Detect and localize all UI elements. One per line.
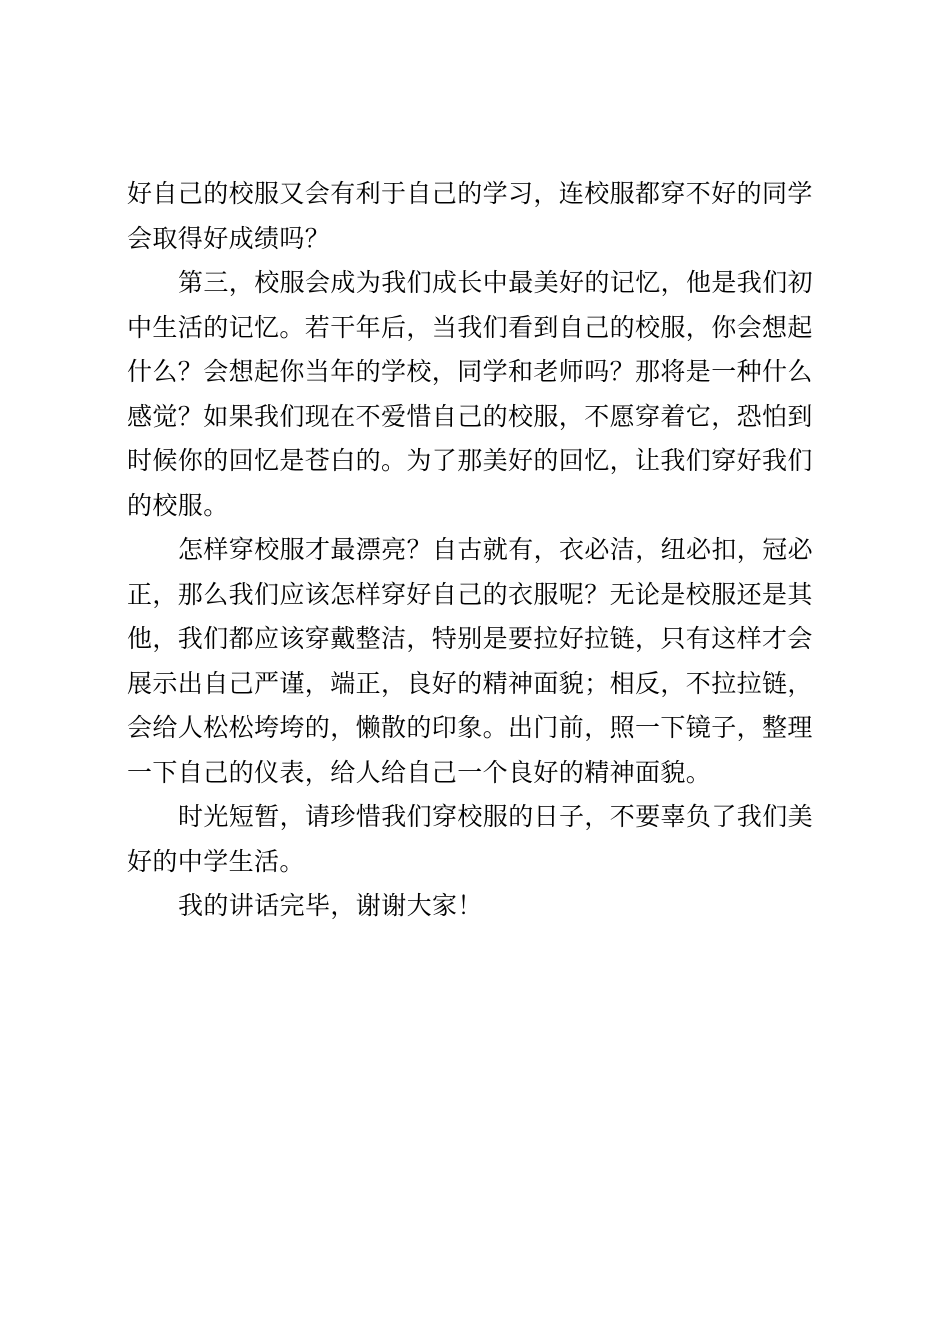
paragraph-cherish-time bbox=[127, 795, 835, 884]
text-line: 会给人松松垮垮的，懒散的印象。出门前，照一下镜子，整理 bbox=[127, 713, 813, 742]
text-line: 感觉？如果我们现在不爱惜自己的校服，不愿穿着它，恐怕到 bbox=[127, 401, 813, 431]
paragraph-closing bbox=[127, 884, 835, 929]
text-line: 怎样穿校服才最漂亮？自古就有，衣必洁，纽必扣，冠必 bbox=[178, 535, 814, 564]
text-line: 好自己的校服又会有利于自己的学习，连校服都穿不好的同学 bbox=[127, 179, 813, 208]
text-line: 时光短暂，请珍惜我们穿校服的日子，不要辜负了我们美 bbox=[178, 802, 814, 831]
text-line: 一下自己的仪表，给人给自己一个良好的精神面貌。 bbox=[127, 757, 712, 787]
text-line: 什么？会想起你当年的学校，同学和老师吗？那将是一种什么 bbox=[127, 357, 813, 386]
paragraph-uniform-study bbox=[127, 172, 835, 261]
text-line: 他，我们都应该穿戴整洁，特别是要拉好拉链，只有这样才会 bbox=[127, 624, 813, 653]
text-line: 时候你的回忆是苍白的。为了那美好的回忆，让我们穿好我们 bbox=[127, 446, 813, 475]
paragraph-how-to-wear bbox=[127, 528, 835, 795]
text-line: 的校服。 bbox=[127, 490, 229, 520]
text-line: 中生活的记忆。若干年后，当我们看到自己的校服，你会想起 bbox=[127, 312, 813, 342]
text-line: 我的讲话完毕，谢谢大家！ bbox=[178, 891, 483, 920]
paragraph-third-point-memory bbox=[127, 261, 835, 528]
document-body bbox=[127, 172, 835, 929]
text-line: 好的中学生活。 bbox=[127, 846, 305, 876]
text-line: 正，那么我们应该怎样穿好自己的衣服呢？无论是校服还是其 bbox=[127, 579, 813, 609]
text-line: 第三，校服会成为我们成长中最美好的记忆，他是我们初 bbox=[178, 268, 814, 297]
text-line: 会取得好成绩吗？ bbox=[127, 223, 331, 253]
text-line: 展示出自己严谨，端正，良好的精神面貌；相反，不拉拉链， bbox=[127, 668, 813, 698]
